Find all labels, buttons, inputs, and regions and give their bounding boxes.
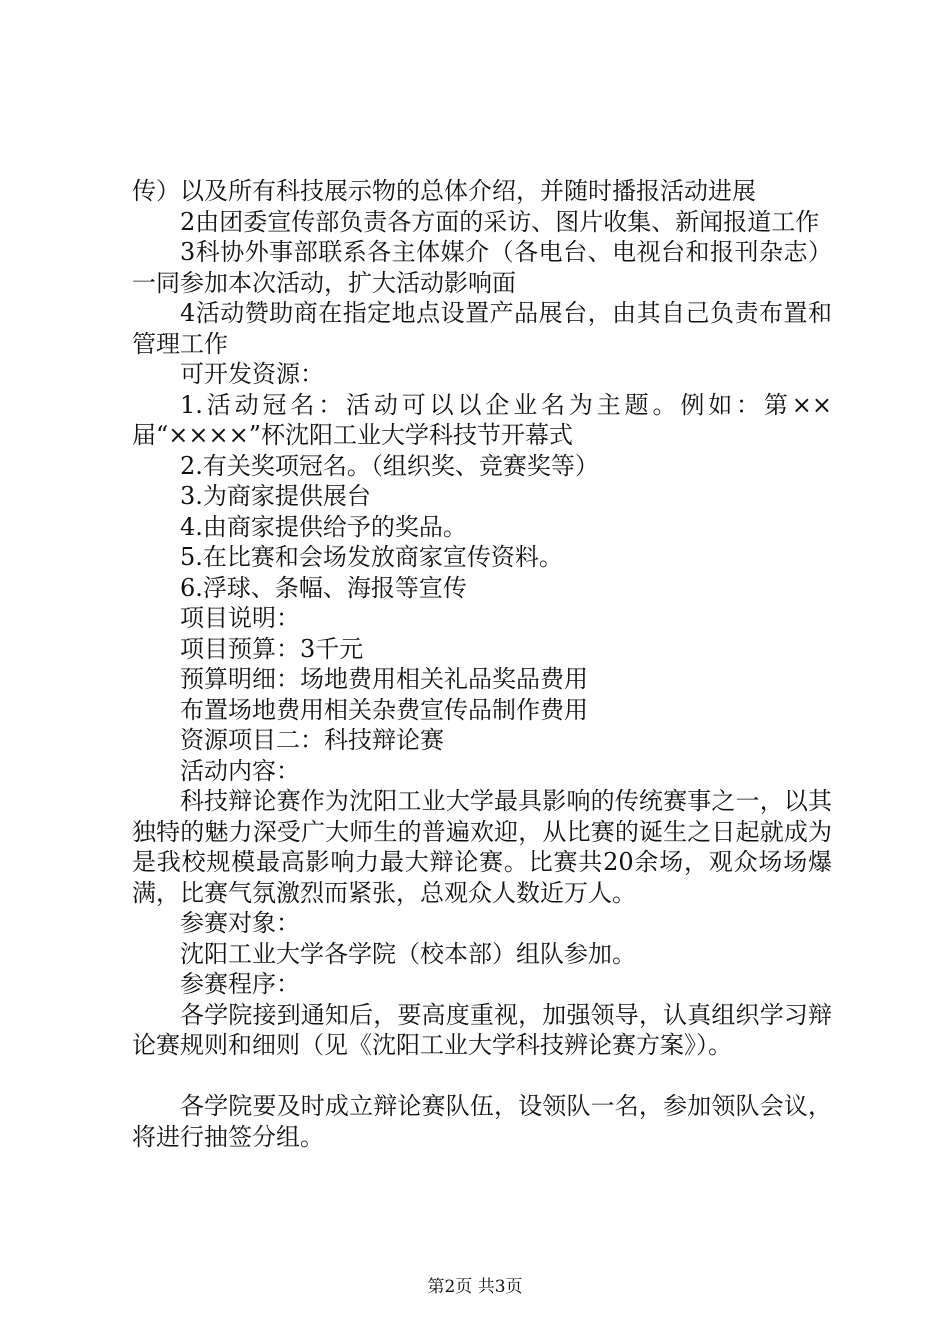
paragraph: 项目预算：3千元 xyxy=(180,634,364,663)
page-number: 第2页 共3页 xyxy=(427,1277,523,1297)
paragraph: 2由团委宣传部负责各方面的采访、图片收集、新闻报道工作 xyxy=(180,207,820,236)
list-item: 6.浮球、条幅、海报等宣传 xyxy=(180,573,467,602)
section-heading: 参赛对象： xyxy=(180,909,300,937)
section-heading: 活动内容： xyxy=(180,756,300,785)
list-item: 2.有关奖项冠名。（组织奖、竞赛奖等） xyxy=(180,451,599,480)
paragraph: 科技辩论赛作为沈阳工业大学最具影响的传统赛事之一，以其独特的魅力深受广大师生的普遍欢迎，从比赛的诞生之日起就成为是我校规模最高影响力最大辩论赛。比赛共20余场，观众场场爆满，比赛气氛激烈而紧张，总观众人数近万人。 xyxy=(132,787,832,907)
paragraph: 预算明细：场地费用相关礼品奖品费用 xyxy=(180,665,588,693)
section-heading: 资源项目二：科技辩论赛 xyxy=(180,726,444,754)
document-body xyxy=(132,176,832,1152)
paragraph: 沈阳工业大学各学院（校本部）组队参加。 xyxy=(180,939,636,968)
list-item: 3.为商家提供展台 xyxy=(180,482,371,510)
list-item: 5.在比赛和会场发放商家宣传资料。 xyxy=(180,543,563,571)
section-heading: 可开发资源： xyxy=(180,360,324,388)
paragraph: 布置场地费用相关杂费宣传品制作费用 xyxy=(180,695,588,724)
section-heading: 参赛程序： xyxy=(180,970,300,998)
section-heading: 项目说明： xyxy=(180,604,300,632)
paragraph: 3科协外事部联系各主体媒介（各电台、电视台和报刊杂志）一同参加本次活动，扩大活动影响面 xyxy=(132,238,832,297)
paragraph: 4活动赞助商在指定地点设置产品展台，由其自己负责布置和管理工作 xyxy=(132,299,832,358)
blank-line xyxy=(132,1061,832,1092)
list-item: 4.由商家提供给予的奖品。 xyxy=(180,512,467,541)
list-item: 1.活动冠名：活动可以以企业名为主题。例如：第××届“××××”杯沈阳工业大学科技节开幕式 xyxy=(132,390,832,449)
paragraph: 各学院要及时成立辩论赛队伍，设领队一名，参加领队会议，将进行抽签分组。 xyxy=(132,1092,832,1151)
paragraph: 传）以及所有科技展示物的总体介绍，并随时播报活动进展 xyxy=(132,177,756,205)
paragraph: 各学院接到通知后，要高度重视，加强领导，认真组织学习辩论赛规则和细则（见《沈阳工业大学科技辨论赛方案》）。 xyxy=(132,1000,832,1059)
